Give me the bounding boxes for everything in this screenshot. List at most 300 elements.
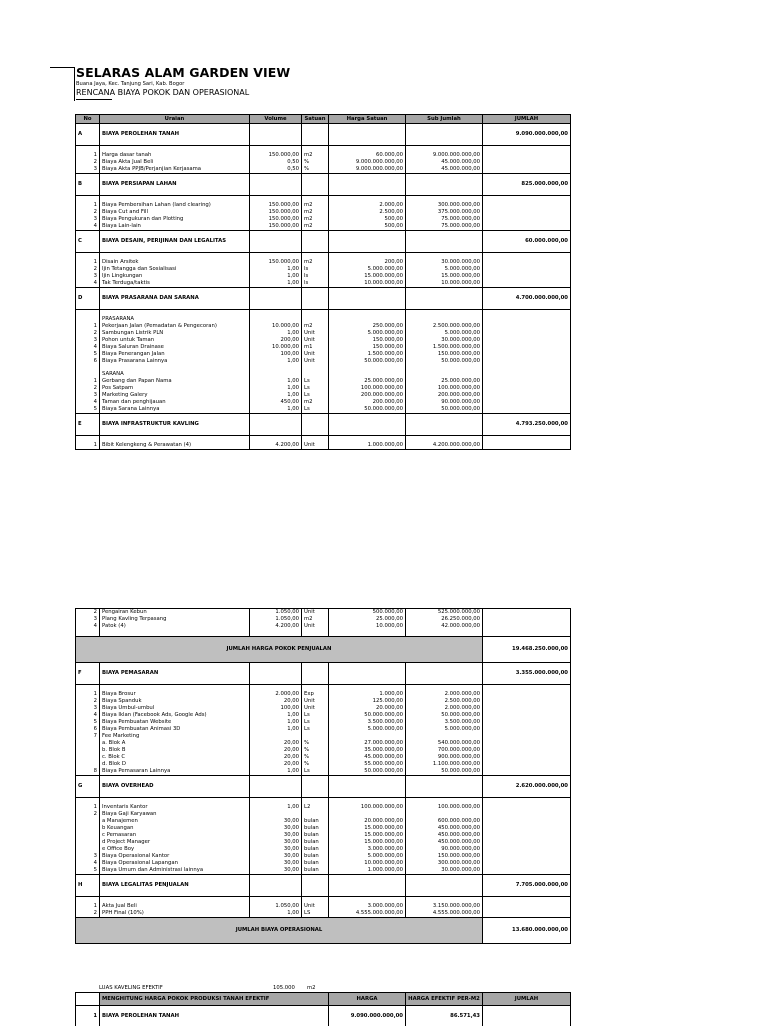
cell-blank bbox=[483, 818, 571, 825]
item-subtotal: 300.000.000,00 bbox=[406, 860, 483, 867]
table-row bbox=[76, 839, 571, 846]
item-unit: Ls bbox=[302, 712, 329, 719]
col-header-satuan: Satuan bbox=[302, 115, 329, 124]
item-no bbox=[76, 754, 100, 761]
item-unit: ls bbox=[302, 273, 329, 280]
item-unit-price: 50.000.000,00 bbox=[329, 768, 406, 776]
item-no: 1 bbox=[76, 903, 100, 910]
item-label: d Project Manager bbox=[100, 839, 250, 846]
item-subtotal: 50.000.000,00 bbox=[406, 712, 483, 719]
item-no: 1 bbox=[76, 259, 100, 266]
item-unit: Ls bbox=[302, 726, 329, 733]
item-volume: 10.000,00 bbox=[250, 323, 302, 330]
cell-blank bbox=[483, 280, 571, 288]
section-total: 4.793.250.000,00 bbox=[483, 414, 571, 436]
item-subtotal: 2.500.000,00 bbox=[406, 698, 483, 705]
item-volume: 20,00 bbox=[250, 747, 302, 754]
cell-blank bbox=[406, 124, 483, 146]
section-total: 3.355.000.000,00 bbox=[483, 663, 571, 685]
item-label: Harga dasar tanah bbox=[100, 152, 250, 159]
item-volume: 30,00 bbox=[250, 846, 302, 853]
cell-blank bbox=[483, 846, 571, 853]
item-label: Biaya Gaji Karyawan bbox=[100, 811, 250, 818]
item-no: 4 bbox=[76, 280, 100, 288]
item-unit: Ls bbox=[302, 719, 329, 726]
table-row bbox=[76, 616, 571, 623]
item-unit: Unit bbox=[302, 351, 329, 358]
item-no: 1 bbox=[76, 323, 100, 330]
table-row bbox=[76, 378, 571, 385]
section-title: BIAYA PEMASARAN bbox=[100, 663, 250, 685]
item-label: a Manajemen bbox=[100, 818, 250, 825]
cell-blank bbox=[302, 174, 329, 196]
item-volume: 200,00 bbox=[250, 337, 302, 344]
cell-blank bbox=[483, 399, 571, 406]
item-label: Biaya Akta PPJB/Perjanjian Kerjasama bbox=[100, 166, 250, 174]
col-header-volume: Volume bbox=[250, 115, 302, 124]
item-unit-price: 15.000.000,00 bbox=[329, 839, 406, 846]
item-unit: Unit bbox=[302, 609, 329, 617]
item-no: 3 bbox=[76, 853, 100, 860]
item-subtotal: 450.000.000,00 bbox=[406, 832, 483, 839]
item-label: Ijin Lingkungan bbox=[100, 273, 250, 280]
item-label: c Pemasaran bbox=[100, 832, 250, 839]
section-title: BIAYA PERSIAPAN LAHAN bbox=[100, 174, 250, 196]
cell-blank bbox=[302, 371, 329, 378]
effective-header-row bbox=[76, 993, 571, 1006]
item-no bbox=[76, 818, 100, 825]
item-label: Tak Terduga/taktis bbox=[100, 280, 250, 288]
item-volume: 30,00 bbox=[250, 867, 302, 875]
item-unit: % bbox=[302, 159, 329, 166]
item-label: Pos Satpam bbox=[100, 385, 250, 392]
item-unit-price: 500,00 bbox=[329, 223, 406, 231]
effective-row-jumlah bbox=[483, 1006, 571, 1026]
item-unit: Ls bbox=[302, 768, 329, 776]
item-no bbox=[76, 846, 100, 853]
item-no: 2 bbox=[76, 385, 100, 392]
item-subtotal: 450.000.000,00 bbox=[406, 825, 483, 832]
item-unit-price: 35.000.000,00 bbox=[329, 747, 406, 754]
section-total: 7.705.000.000,00 bbox=[483, 875, 571, 897]
item-label: Biaya Pembuatan Animasi 3D bbox=[100, 726, 250, 733]
item-volume: 100,00 bbox=[250, 351, 302, 358]
cell-blank bbox=[406, 414, 483, 436]
table-row bbox=[76, 280, 571, 288]
cell-blank bbox=[483, 358, 571, 365]
item-unit: m2 bbox=[302, 399, 329, 406]
item-no: 3 bbox=[76, 337, 100, 344]
table-row bbox=[76, 223, 571, 231]
table-header-row bbox=[76, 115, 571, 124]
effective-header-title: MENGHITUNG HARGA POKOK PRODUKSI TANAH EFEKTIF bbox=[100, 993, 329, 1006]
item-volume: 1.050,00 bbox=[250, 903, 302, 910]
cell-blank bbox=[483, 860, 571, 867]
item-unit-price: 100.000.000,00 bbox=[329, 804, 406, 811]
cell-blank bbox=[406, 316, 483, 323]
item-unit: bulan bbox=[302, 860, 329, 867]
item-unit-price: 4.555.000.000,00 bbox=[329, 910, 406, 918]
item-subtotal: 3.500.000,00 bbox=[406, 719, 483, 726]
item-subtotal: 4.200.000.000,00 bbox=[406, 442, 483, 450]
cell-blank bbox=[483, 719, 571, 726]
item-label: Pohon untuk Taman bbox=[100, 337, 250, 344]
item-subtotal: 5.000.000,00 bbox=[406, 726, 483, 733]
section-title: BIAYA LEGALITAS PENJUALAN bbox=[100, 875, 250, 897]
item-volume: 1,00 bbox=[250, 385, 302, 392]
cell-blank bbox=[483, 202, 571, 209]
item-no bbox=[76, 747, 100, 754]
item-unit: % bbox=[302, 747, 329, 754]
cell-blank bbox=[250, 414, 302, 436]
item-subtotal: 1.500.000.000,00 bbox=[406, 344, 483, 351]
item-unit: % bbox=[302, 166, 329, 174]
item-volume: 10.000,00 bbox=[250, 344, 302, 351]
cell-blank bbox=[483, 209, 571, 216]
cell-blank bbox=[483, 825, 571, 832]
cell-blank bbox=[483, 747, 571, 754]
item-unit bbox=[302, 733, 329, 740]
item-label: Biaya Sarana Lainnya bbox=[100, 406, 250, 414]
effective-area-label: LUAS KAVELING EFEKTIF bbox=[99, 985, 163, 991]
section-row bbox=[76, 414, 571, 436]
item-unit-price: 5.000.000,00 bbox=[329, 726, 406, 733]
item-volume: 0,50 bbox=[250, 159, 302, 166]
cell-blank bbox=[329, 316, 406, 323]
item-unit-price: 55.000.000,00 bbox=[329, 761, 406, 768]
item-unit-price: 150.000,00 bbox=[329, 344, 406, 351]
section-row bbox=[76, 288, 571, 310]
effective-header-efektif: HARGA EFEKTIF PER-M2 bbox=[406, 993, 483, 1006]
table-row bbox=[76, 811, 571, 818]
item-no: 8 bbox=[76, 768, 100, 776]
cell-blank bbox=[250, 124, 302, 146]
section-title: BIAYA INFRASTRUKTUR KAVLING bbox=[100, 414, 250, 436]
item-unit: Ls bbox=[302, 378, 329, 385]
item-subtotal: 90.000.000,00 bbox=[406, 399, 483, 406]
section-letter: A bbox=[76, 124, 100, 146]
cell-blank bbox=[483, 259, 571, 266]
item-no: 1 bbox=[76, 442, 100, 450]
cell-blank bbox=[329, 875, 406, 897]
cell-blank bbox=[76, 316, 100, 323]
item-label: Ijin Tetangga dan Sosialisasi bbox=[100, 266, 250, 273]
table-row bbox=[76, 903, 571, 910]
item-unit: ls bbox=[302, 266, 329, 273]
cell-blank bbox=[483, 903, 571, 910]
cell-blank bbox=[76, 371, 100, 378]
item-unit-price: 60.000,00 bbox=[329, 152, 406, 159]
item-unit: Unit bbox=[302, 903, 329, 910]
item-volume: 150.000,00 bbox=[250, 209, 302, 216]
item-subtotal: 26.250.000,00 bbox=[406, 616, 483, 623]
item-subtotal: 5.000.000,00 bbox=[406, 266, 483, 273]
cell-blank bbox=[483, 159, 571, 166]
cell-blank bbox=[302, 316, 329, 323]
col-header-sub-jumlah: Sub Jumlah bbox=[406, 115, 483, 124]
item-label: Taman dan penghijauan bbox=[100, 399, 250, 406]
cell-blank bbox=[250, 316, 302, 323]
item-volume: 1,00 bbox=[250, 266, 302, 273]
item-no: 2 bbox=[76, 330, 100, 337]
cell-blank bbox=[250, 174, 302, 196]
table-row bbox=[76, 273, 571, 280]
item-unit-price: 20.000.000,00 bbox=[329, 818, 406, 825]
item-subtotal: 4.555.000.000,00 bbox=[406, 910, 483, 918]
table-row bbox=[76, 623, 571, 630]
item-no: 3 bbox=[76, 392, 100, 399]
cell-blank bbox=[483, 616, 571, 623]
cell-blank bbox=[250, 288, 302, 310]
item-volume: 1,00 bbox=[250, 330, 302, 337]
table-row bbox=[76, 804, 571, 811]
item-label: Biaya Prasarana Lainnya bbox=[100, 358, 250, 365]
item-unit-price: 5.000.000,00 bbox=[329, 853, 406, 860]
col-header-jumlah: JUMLAH bbox=[483, 115, 571, 124]
item-volume: 1,00 bbox=[250, 392, 302, 399]
table-row bbox=[76, 216, 571, 223]
section-title: BIAYA PEROLEHAN TANAH bbox=[100, 124, 250, 146]
item-volume: 150.000,00 bbox=[250, 223, 302, 231]
item-subtotal: 300.000.000,00 bbox=[406, 202, 483, 209]
cell-blank bbox=[406, 663, 483, 685]
table-row bbox=[76, 867, 571, 875]
item-volume bbox=[250, 811, 302, 818]
item-volume: 150.000,00 bbox=[250, 259, 302, 266]
item-unit-price: 5.000.000,00 bbox=[329, 330, 406, 337]
item-label: Patok (4) bbox=[100, 623, 250, 630]
table-row bbox=[76, 740, 571, 747]
item-unit-price: 9.000.000.000,00 bbox=[329, 166, 406, 174]
item-volume: 1.050,00 bbox=[250, 609, 302, 617]
item-label: Gerbang dan Papan Nama bbox=[100, 378, 250, 385]
cell-blank bbox=[483, 323, 571, 330]
table-row bbox=[76, 351, 571, 358]
cell-blank bbox=[329, 174, 406, 196]
item-unit: m2 bbox=[302, 202, 329, 209]
item-subtotal: 150.000.000,00 bbox=[406, 853, 483, 860]
item-label: c. Blok C bbox=[100, 754, 250, 761]
table-row bbox=[76, 910, 571, 918]
item-unit: m2 bbox=[302, 323, 329, 330]
item-no: 2 bbox=[76, 159, 100, 166]
cell-blank bbox=[483, 330, 571, 337]
item-label: Biaya Lain-lain bbox=[100, 223, 250, 231]
section-title: BIAYA PRASARANA DAN SARANA bbox=[100, 288, 250, 310]
item-volume: 2.000,00 bbox=[250, 691, 302, 698]
effective-row-label: BIAYA PEROLEHAN TANAH bbox=[100, 1006, 329, 1026]
corner-mark-horizontal bbox=[50, 67, 74, 68]
item-volume: 150.000,00 bbox=[250, 216, 302, 223]
cell-blank bbox=[483, 698, 571, 705]
item-subtotal: 50.000.000,00 bbox=[406, 768, 483, 776]
item-unit-price: 3.500.000,00 bbox=[329, 719, 406, 726]
item-label: Biaya Saluran Drainase bbox=[100, 344, 250, 351]
cell-blank bbox=[483, 273, 571, 280]
item-label: Biaya Penerangan Jalan bbox=[100, 351, 250, 358]
cell-blank bbox=[302, 288, 329, 310]
item-label: Biaya Umbul-umbul bbox=[100, 705, 250, 712]
item-subtotal: 30.000.000,00 bbox=[406, 867, 483, 875]
item-subtotal: 150.000.000,00 bbox=[406, 351, 483, 358]
item-no: 5 bbox=[76, 719, 100, 726]
section-total: 9.090.000.000,00 bbox=[483, 124, 571, 146]
item-subtotal: 200.000.000,00 bbox=[406, 392, 483, 399]
table-row bbox=[76, 209, 571, 216]
item-subtotal bbox=[406, 733, 483, 740]
section-row bbox=[76, 124, 571, 146]
item-unit: Unit bbox=[302, 705, 329, 712]
item-label: Plang Kavling Terpasang bbox=[100, 616, 250, 623]
grand-total-row bbox=[76, 637, 571, 663]
item-no: 1 bbox=[76, 691, 100, 698]
item-unit bbox=[302, 811, 329, 818]
table-row bbox=[76, 768, 571, 776]
item-volume: 450,00 bbox=[250, 399, 302, 406]
cell-blank bbox=[329, 371, 406, 378]
item-unit: m2 bbox=[302, 616, 329, 623]
item-subtotal: 75.000.000,00 bbox=[406, 223, 483, 231]
item-volume: 20,00 bbox=[250, 761, 302, 768]
item-subtotal: 25.000.000,00 bbox=[406, 378, 483, 385]
section-letter: E bbox=[76, 414, 100, 436]
item-label: Disain Arsitek bbox=[100, 259, 250, 266]
item-unit-price: 10.000.000,00 bbox=[329, 280, 406, 288]
table-row bbox=[76, 860, 571, 867]
cell-blank bbox=[483, 316, 571, 323]
table-row bbox=[76, 399, 571, 406]
item-unit: m2 bbox=[302, 152, 329, 159]
item-unit: Ls bbox=[302, 406, 329, 414]
item-unit-price bbox=[329, 733, 406, 740]
section-row bbox=[76, 875, 571, 897]
cell-blank bbox=[483, 867, 571, 875]
item-no: 1 bbox=[76, 378, 100, 385]
cell-blank bbox=[302, 231, 329, 253]
item-volume: 0,50 bbox=[250, 166, 302, 174]
table-row bbox=[76, 719, 571, 726]
item-subtotal bbox=[406, 811, 483, 818]
cell-blank bbox=[483, 406, 571, 414]
item-volume: 1,00 bbox=[250, 768, 302, 776]
item-subtotal: 90.000.000,00 bbox=[406, 846, 483, 853]
table-row bbox=[76, 259, 571, 266]
item-no: 1 bbox=[76, 804, 100, 811]
col-header-no: No bbox=[76, 115, 100, 124]
item-no bbox=[76, 740, 100, 747]
item-label: Biaya Brosur bbox=[100, 691, 250, 698]
total-amount: 13.680.000.000,00 bbox=[483, 918, 571, 944]
item-unit-price: 50.000.000,00 bbox=[329, 358, 406, 365]
item-unit-price: 50.000.000,00 bbox=[329, 406, 406, 414]
item-volume: 100,00 bbox=[250, 705, 302, 712]
item-label: Biaya Pembersihan Lahan (land clearing) bbox=[100, 202, 250, 209]
item-no: 2 bbox=[76, 266, 100, 273]
item-subtotal: 30.000.000,00 bbox=[406, 259, 483, 266]
item-volume: 4.200,00 bbox=[250, 442, 302, 450]
cell-blank bbox=[250, 371, 302, 378]
cell-blank bbox=[329, 414, 406, 436]
cell-blank bbox=[250, 663, 302, 685]
col-header-harga-satuan: Harga Satuan bbox=[329, 115, 406, 124]
cell-blank bbox=[483, 832, 571, 839]
item-unit-price: 3.000.000,00 bbox=[329, 846, 406, 853]
section-title: BIAYA DESAIN, PERIJINAN DAN LEGALITAS bbox=[100, 231, 250, 253]
section-letter: F bbox=[76, 663, 100, 685]
item-subtotal: 600.000.000,00 bbox=[406, 818, 483, 825]
table-row bbox=[76, 152, 571, 159]
subheading-row bbox=[76, 371, 571, 378]
table-row bbox=[76, 330, 571, 337]
item-no: 1 bbox=[76, 202, 100, 209]
item-label: d. Blok D bbox=[100, 761, 250, 768]
item-unit: Unit bbox=[302, 330, 329, 337]
total-amount: 19.468.250.000,00 bbox=[483, 637, 571, 663]
item-label: Biaya Umum dan Administrasi lainnya bbox=[100, 867, 250, 875]
item-unit: bulan bbox=[302, 853, 329, 860]
item-no: 6 bbox=[76, 726, 100, 733]
effective-area-value: 105.000 bbox=[273, 985, 295, 991]
item-no: 2 bbox=[76, 609, 100, 617]
section-total: 60.000.000,00 bbox=[483, 231, 571, 253]
item-unit-price: 27.000.000,00 bbox=[329, 740, 406, 747]
cell-blank bbox=[483, 442, 571, 450]
item-no: 5 bbox=[76, 351, 100, 358]
table-row bbox=[76, 832, 571, 839]
item-label: Fee Marketing bbox=[100, 733, 250, 740]
item-subtotal: 100.000.000,00 bbox=[406, 385, 483, 392]
item-unit: Unit bbox=[302, 698, 329, 705]
item-no bbox=[76, 832, 100, 839]
item-label: Akta Jual Beli bbox=[100, 903, 250, 910]
item-unit: bulan bbox=[302, 867, 329, 875]
item-unit: % bbox=[302, 740, 329, 747]
cell-blank bbox=[329, 288, 406, 310]
item-unit: bulan bbox=[302, 818, 329, 825]
cell-blank bbox=[406, 288, 483, 310]
item-no bbox=[76, 839, 100, 846]
cell-blank bbox=[329, 663, 406, 685]
item-unit-price bbox=[329, 811, 406, 818]
item-volume: 1,00 bbox=[250, 406, 302, 414]
item-unit: Ls bbox=[302, 392, 329, 399]
item-unit-price: 20.000,00 bbox=[329, 705, 406, 712]
item-no: 4 bbox=[76, 712, 100, 719]
cell-blank bbox=[483, 152, 571, 159]
item-label: b. Blok B bbox=[100, 747, 250, 754]
item-subtotal: 15.000.000,00 bbox=[406, 273, 483, 280]
item-no: 3 bbox=[76, 273, 100, 280]
cell-blank bbox=[250, 875, 302, 897]
item-label: Sambungan Listrik PLN bbox=[100, 330, 250, 337]
item-no: 3 bbox=[76, 705, 100, 712]
item-volume: 30,00 bbox=[250, 839, 302, 846]
item-no: 2 bbox=[76, 811, 100, 818]
item-subtotal: 540.000.000,00 bbox=[406, 740, 483, 747]
document-heading: RENCANA BIAYA POKOK DAN OPERASIONAL bbox=[76, 88, 249, 97]
cell-blank bbox=[406, 371, 483, 378]
table-row bbox=[76, 761, 571, 768]
item-label: Biaya Pembuatan Website bbox=[100, 719, 250, 726]
item-no: 4 bbox=[76, 399, 100, 406]
subheading-row bbox=[76, 316, 571, 323]
col-header-uraian: Uraian bbox=[100, 115, 250, 124]
item-unit-price: 25.000.000,00 bbox=[329, 378, 406, 385]
item-subtotal: 2.000.000,00 bbox=[406, 705, 483, 712]
item-unit-price: 2.500,00 bbox=[329, 209, 406, 216]
item-unit: bulan bbox=[302, 825, 329, 832]
item-volume: 1,00 bbox=[250, 712, 302, 719]
